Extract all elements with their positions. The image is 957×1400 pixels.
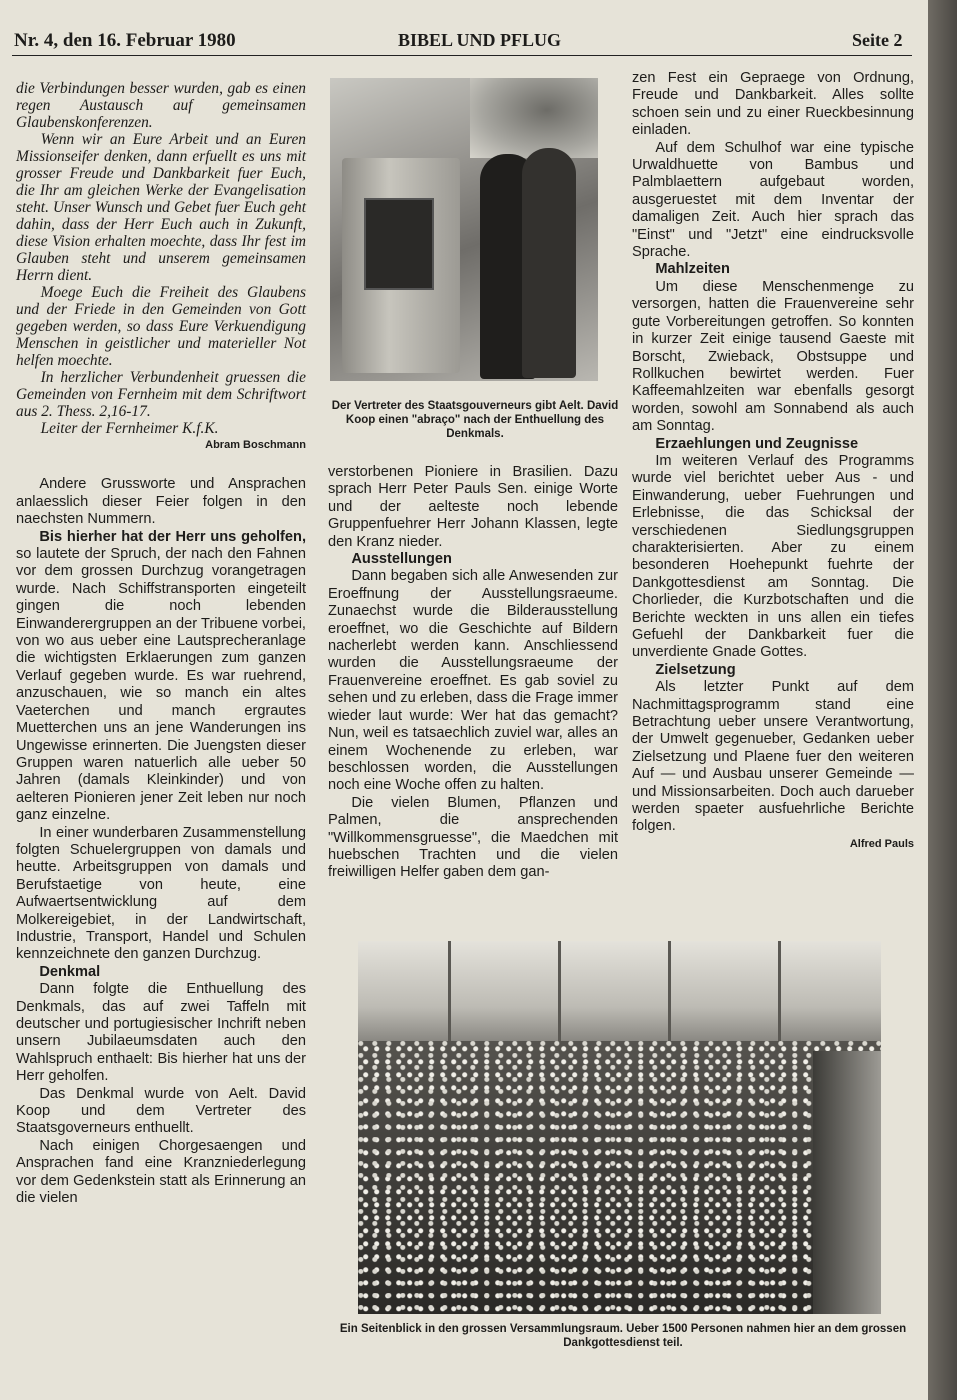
column-1 bbox=[16, 80, 306, 1207]
letter-text bbox=[16, 80, 306, 437]
paragraph: Dann folgte die Enthuellung des Denkmals, das auf zwei Taffeln mit deutscher und portugiesischer Inchrift neben unsern Jubilaeumsdaten auch den Wahlspruch enthaelt: Bis hierher hat uns der Herr geholfen. bbox=[16, 981, 306, 1085]
paragraph: verstorbenen Pioniere in Brasilien. Dazu sprach Herr Peter Pauls Sen. einige Worte und der aelteste noch lebende Gruppenfuehrer Herr Johann Klassen, legte den Kranz nieder. bbox=[328, 464, 618, 550]
plaque bbox=[364, 198, 434, 290]
roof-beam bbox=[448, 941, 451, 1051]
page-number: Seite 2 bbox=[852, 30, 903, 50]
paragraph: Andere Grussworte und Ansprachen anlaesslich dieser Feier folgen in den naechsten Nummern. bbox=[16, 476, 306, 528]
photo-caption-1: Der Vertreter des Staatsgouverneurs gibt Aelt. David Koop einen "abraço" nach der Enthuellung des Denkmals. bbox=[331, 400, 619, 440]
paragraph: zen Fest ein Gepraege von Ordnung, Freude und Dankbarkeit. Alles sollte schoen sein und zu einer Rueckbesinnung einladen. bbox=[632, 70, 914, 139]
person-figure bbox=[522, 148, 576, 378]
letter-paragraph: Moege Euch die Freiheit des Glaubens und der Friede in den Gemeinden von Gott gegeben werden, so dass Eure Verkuendigung Menschen in geistlicher und materieller Not helfen moechte. bbox=[16, 284, 306, 369]
letter-paragraph: Leiter der Fernheimer K.f.K. bbox=[40, 420, 219, 437]
paragraph-text: so lautete der Spruch, der nach den Fahnen vor dem grossen Durchzug vorangetragen wurde. Nach Schiffstransporten eingeteilt gingen die noch lebenden Einwanderergruppen an der Tribuene vorbei, von wo aus ueber eine Lautsprecheranlage die wichtigsten Erklaerungen zum ganzen Verlauf gegeben wurde. Es war ruehrend, anzuschauen, wie so manch ein altes Vaeterchen und manch ergrautes Muetterchen uns an jene Wanderungen ins Ungewisse erinnerten. Die Juengsten dieser Gruppen waren natuerlich alle ueber 50 Jahren (damals Kleinkinder) und von aelteren Pionieren jener Zeit leben nur noch ganz einzelne. bbox=[16, 546, 306, 824]
paragraph: Als letzter Punkt auf dem Nachmittagsprogramm stand eine Betrachtung ueber unsere Verantwortung, der Umwelt gegenueber, Gedanken ueber Zielsetzung und Plaene fuer den weiteren Auf — und Ausbau unserer Gemeinde — und Missionsarbeiten. Doch auch darueber werden spaeter ausfuehrliche Berichte folgen. bbox=[632, 679, 914, 835]
article-signature: Alfred Pauls bbox=[849, 837, 914, 850]
hall-aisle bbox=[813, 1051, 881, 1314]
paragraph: Die vielen Blumen, Pflanzen und Palmen, die ansprechenden "Willkommensgruesse", die Maedchen mit huebschen Trachten und die vielen freiwilligen Helfer gaben dem gan- bbox=[328, 794, 618, 881]
photo-caption-2: Ein Seitenblick in den grossen Versammlungsraum. Ueber 1500 Personen nahmen hier an dem grossen Dankgottesdienst teil. bbox=[339, 1323, 907, 1349]
page-edge bbox=[928, 0, 957, 1400]
subheading-mahlzeiten: Mahlzeiten bbox=[655, 261, 730, 278]
paragraph: Im weiteren Verlauf des Programms wurde viel berichtet ueber Aus - und Einwanderung, ueber Fuehrungen und Erlebnisse, die das Schicksal der verschiedenen Siedlungsgruppen charakterisierten. Aber zu einem besonderen Hoehepunkt fuehrte der Dankgottesdienst am Sonntag. Die Chorlieder, die Kurzbotschaften und die Berichte weckten in uns allen ein tiefes Gefuehl der Dankbarkeit fuer die unverdiente Gnade Gottes. bbox=[632, 452, 914, 661]
roof-beam bbox=[778, 941, 781, 1051]
paragraph: Das Denkmal wurde von Aelt. David Koop und dem Vertreter des Staatsgoverneurs enthuellt. bbox=[16, 1085, 306, 1137]
subheading-ausstellungen: Ausstellungen bbox=[351, 551, 452, 568]
header-rule bbox=[12, 55, 912, 56]
lead-phrase: Bis hierher hat der Herr uns geholfen, bbox=[39, 528, 306, 545]
newspaper-title: BIBEL UND PFLUG bbox=[398, 30, 562, 50]
roof-beam bbox=[558, 941, 561, 1051]
photo-background bbox=[470, 78, 598, 158]
paragraph: Nach einigen Chorgesaengen und Ansprachen fand eine Kranzniederlegung vor dem Gedenkstein statt als Erinnerung an die vielen bbox=[16, 1137, 306, 1207]
issue-date: Nr. 4, den 16. Februar 1980 bbox=[14, 30, 236, 51]
subheading-denkmal: Denkmal bbox=[39, 963, 101, 980]
paragraph bbox=[16, 529, 306, 825]
subheading-erzaehlungen: Erzaehlungen und Zeugnisse bbox=[655, 435, 859, 452]
letter-paragraph: die Verbindungen besser wurden, gab es einen regen Austausch auf gemeinsamen Glaubenskonferenzen. bbox=[16, 80, 306, 131]
letter-signature: Abram Boschmann bbox=[205, 439, 306, 451]
roof-beam bbox=[668, 941, 671, 1051]
letter-paragraph: In herzlicher Verbundenheit gruessen die Gemeinden von Fernheim mit dem Schriftwort aus 2. Thess. 2,16-17. bbox=[16, 369, 306, 420]
monument-stone bbox=[342, 158, 460, 373]
paragraph: Um diese Menschenmenge zu versorgen, hatten die Frauenvereine sehr gute Vorbereitungen getroffen. So konnten in kurzer Zeit einige tausend Gaeste mit Borscht, Zwieback, Obstsuppe und Rollkuchen bewirtet werden. Fuer Kaffeemahlzeiten war ebenfalls gesorgt worden, sowohl am Sonnabend als auch am Sonntag. bbox=[632, 278, 914, 435]
paragraph: Auf dem Schulhof war eine typische Urwaldhuette von Bambus und Palmblaettern aufgebaut worden, ausgeruestet mit dem Inventar der damaligen Zeit. Auch hier sprach das "Einst" und "Jetzt" eine eindrucksvolle Sprache. bbox=[632, 139, 914, 261]
monument-photo bbox=[330, 78, 598, 381]
assembly-hall-photo bbox=[358, 941, 881, 1314]
subheading-zielsetzung: Zielsetzung bbox=[655, 661, 736, 678]
hall-roof bbox=[358, 941, 881, 1051]
paragraph: Dann begaben sich alle Anwesenden zur Eroeffnung der Ausstellungsraeume. Zunaechst wurde die Bilderausstellung eroeffnet, wo die Geschichte auf Bildern nacherlebt werden kann. Anschliessend wurden die Ausstellungsraeume der Frauenvereine eroeffnet. Es gab soviel zu sehen und zu erleben, dass die Frage immer wieder laut wurde: Wer hat das gemacht? Nun, weil es tatsaechlich zuviel war, alles an einem Wochenende zu erleben, war beschlossen worden, die Ausstellungen noch eine Woche offen zu halten. bbox=[328, 568, 618, 794]
column-3 bbox=[632, 70, 914, 853]
paragraph: In einer wunderbaren Zusammenstellung folgten Schuelergruppen von damals und heutte. Arbeitsgruppen von damals und Berufstaetige von heute, eine Aufwaertsentwicklung auf dem Molkereigebiet, in der Landwirtschaft, Industrie, Transport, Handel und Schulen kennzeichnete den ganzen Durchzug. bbox=[16, 824, 306, 963]
letter-paragraph: Wenn wir an Eure Arbeit und an Euren Missionseifer denken, dann erfuellt es uns mit grosser Freude und Dankbarkeit fuer Euch, die Ihr am gleichen Werke der Evangelisation steht. Unser Wunsch und Gebet fuer Euch geht dahin, dass der Herr Euch auch in Zukunft, diese Vision erhalten moechte, dass Ihr fest im Glauben steht und unserem gemeinsamen Herrn dient. bbox=[16, 131, 306, 284]
column-2 bbox=[328, 464, 618, 882]
crowd bbox=[358, 1041, 881, 1314]
